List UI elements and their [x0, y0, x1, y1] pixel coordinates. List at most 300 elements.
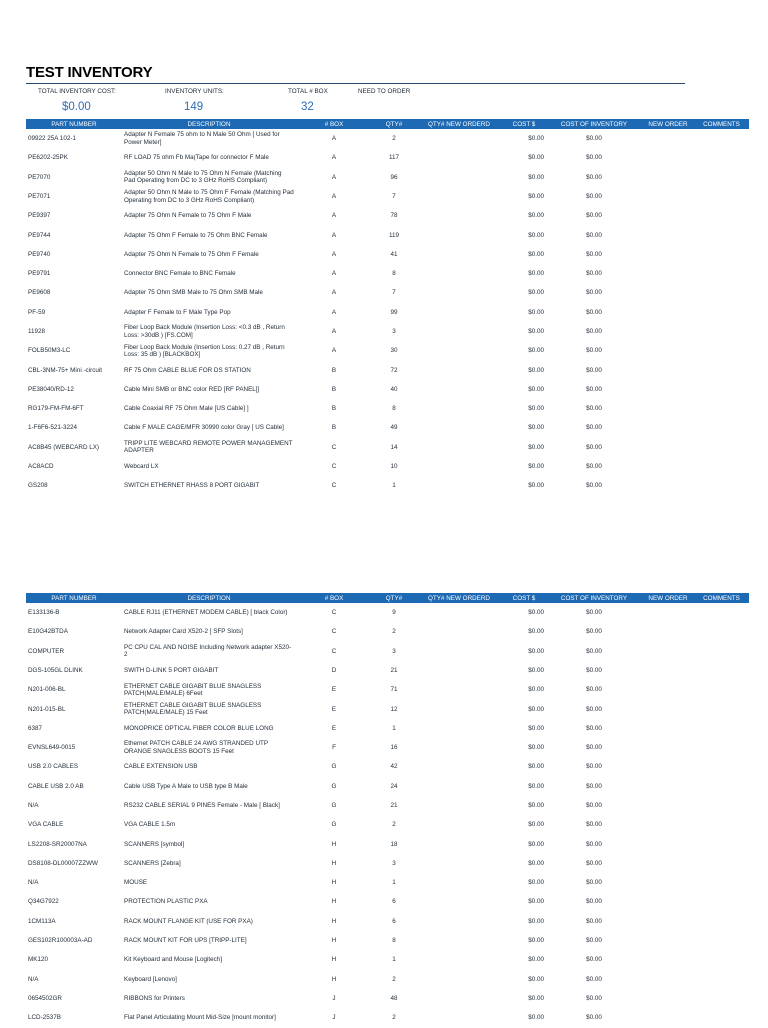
cell-qty: 2: [392, 1014, 396, 1022]
cell-comments: [694, 206, 749, 225]
cell-part-number: DS8108-DL00007ZZWW: [28, 859, 98, 867]
need-to-order-label: NEED TO ORDER: [358, 88, 411, 95]
cell-qty-new-ordered: [416, 835, 502, 854]
cell-cost-of-inventory: $0.00: [586, 443, 602, 451]
cell-qty: 72: [390, 366, 398, 374]
table-row: [26, 457, 749, 476]
table-row: [26, 661, 749, 680]
cell-qty: 8: [392, 270, 396, 278]
cell-part-number: USB 2.0 CABLES: [28, 763, 79, 771]
cell-qty-new-ordered: [416, 322, 502, 341]
cell-qty: 8: [392, 405, 396, 413]
cell-qty: 1: [392, 482, 396, 490]
cell-cost: $0.00: [528, 975, 544, 983]
cell-qty-new-ordered: [416, 699, 502, 718]
cell-cost: $0.00: [528, 879, 544, 887]
cell-comments: [694, 264, 749, 283]
cell-comments: [694, 719, 749, 738]
cell-cost-of-inventory: $0.00: [586, 135, 602, 143]
cell-qty: 3: [392, 647, 396, 655]
cell-cost-of-inventory: $0.00: [586, 463, 602, 471]
cell-cost: $0.00: [528, 994, 544, 1002]
cell-cost: $0.00: [528, 154, 544, 162]
cell-new-order: [642, 457, 694, 476]
cell-comments: [694, 989, 749, 1008]
cell-cost: $0.00: [528, 686, 544, 694]
cell-description: Adapter 75 Ohm F Female to 75 Ohm BNC Female: [124, 231, 268, 239]
cell-new-order: [642, 361, 694, 380]
cell-part-number: RG179-FM-FM-6FT: [28, 405, 84, 413]
cell-description: VGA CABLE 1.5m: [124, 821, 176, 829]
cell-comments: [694, 873, 749, 892]
cell-new-order: [642, 970, 694, 989]
cell-part-number: 1CM113A: [28, 917, 56, 925]
cell-cost-of-inventory: $0.00: [586, 994, 602, 1002]
cell-qty-new-ordered: [416, 438, 502, 457]
cell-qty-new-ordered: [416, 380, 502, 399]
cell-new-order: [642, 476, 694, 495]
cell-qty: 49: [390, 424, 398, 432]
cell-part-number: PE9608: [28, 289, 51, 297]
cell-cost-of-inventory: $0.00: [586, 385, 602, 393]
cell-cost-of-inventory: $0.00: [586, 821, 602, 829]
cell-box: A: [331, 212, 337, 220]
table-row: [26, 873, 749, 892]
cell-part-number: 1-F6F6-521-3224: [28, 424, 78, 432]
cell-qty-new-ordered: [416, 777, 502, 796]
cell-cost: $0.00: [528, 744, 544, 752]
cell-qty-new-ordered: [416, 738, 502, 757]
cell-description: MOUSE: [124, 879, 148, 887]
cell-new-order: [642, 380, 694, 399]
cell-cost-of-inventory: $0.00: [586, 328, 602, 335]
cell-qty-new-ordered: [416, 399, 502, 418]
col-header-qty-new-ordered: QTY# NEW ORDERD: [416, 593, 502, 603]
cell-cost: $0.00: [528, 705, 544, 713]
cell-cost: $0.00: [528, 463, 544, 471]
cell-new-order: [642, 835, 694, 854]
cell-cost-of-inventory: $0.00: [586, 482, 602, 490]
cell-new-order: [642, 1008, 694, 1027]
table-row: [26, 361, 749, 380]
cell-cost-of-inventory: $0.00: [586, 686, 602, 694]
col-header-description: DESCRIPTION: [122, 593, 296, 603]
cell-qty: 1: [392, 956, 396, 964]
col-header-qty: QTY#: [372, 119, 416, 129]
cell-cost: $0.00: [528, 173, 544, 181]
cell-cost: $0.00: [528, 270, 544, 278]
cell-qty-new-ordered: [416, 970, 502, 989]
cell-qty-new-ordered: [416, 129, 502, 148]
cell-comments: [694, 603, 749, 622]
cell-box: G: [331, 821, 337, 829]
cell-description: Adapter 75 Ohm SMB Male to 75 Ohm SMB Male: [124, 289, 263, 297]
cell-cost-of-inventory: $0.00: [586, 705, 602, 713]
cell-box: A: [331, 328, 337, 335]
cell-cost: $0.00: [528, 956, 544, 964]
cell-box: H: [331, 975, 337, 983]
cell-new-order: [642, 738, 694, 757]
cell-qty: 117: [388, 154, 400, 162]
cell-cost-of-inventory: $0.00: [586, 270, 602, 278]
cell-qty: 99: [390, 308, 398, 316]
cell-new-order: [642, 699, 694, 718]
cell-new-order: [642, 873, 694, 892]
cell-qty-new-ordered: [416, 931, 502, 950]
cell-qty: 18: [390, 840, 398, 848]
table-row: [26, 815, 749, 834]
cell-description: SCANNERS [Zebra]: [124, 859, 181, 867]
cell-box: G: [331, 802, 337, 809]
total-inventory-cost-value: $0.00: [62, 101, 91, 113]
cell-box: H: [331, 879, 337, 887]
cell-qty: 2: [392, 975, 396, 983]
cell-cost: $0.00: [528, 802, 544, 809]
col-header-box: # BOX: [296, 119, 372, 129]
table-row: [26, 892, 749, 911]
cell-box: A: [331, 289, 337, 297]
cell-qty: 48: [390, 994, 398, 1002]
cell-qty-new-ordered: [416, 361, 502, 380]
cell-qty-new-ordered: [416, 418, 502, 437]
cell-box: H: [331, 859, 337, 867]
cell-description: Fiber Loop Back Module (Insertion Loss: <0.3 dB , Return Loss: >30dB ) [FS.COM]: [124, 324, 285, 339]
cell-comments: [694, 796, 749, 815]
cell-part-number: LS2208-SR20007NA: [28, 840, 87, 848]
cell-part-number: N201-015-BL: [28, 705, 66, 713]
cell-comments: [694, 950, 749, 969]
cell-qty: 3: [392, 328, 396, 335]
cell-cost-of-inventory: $0.00: [586, 366, 602, 374]
cell-qty: 119: [388, 231, 400, 239]
cell-qty-new-ordered: [416, 1008, 502, 1027]
cell-box: H: [331, 937, 337, 945]
cell-description: Adapter 50 Ohm N Male to 75 Ohm N Female (Matching Pad Operating from DC to 3 GHz RoHS Compliant): [124, 170, 282, 185]
cell-cost-of-inventory: $0.00: [586, 405, 602, 413]
cell-description: Adapter N Female 75 ohm to N Male 50 Ohm [ Used for Power Meter]: [124, 131, 280, 146]
cell-box: A: [331, 135, 337, 143]
cell-comments: [694, 642, 749, 661]
table-row: [26, 854, 749, 873]
inventory-units-value: 149: [184, 101, 204, 113]
table-row: [26, 738, 749, 757]
cell-cost: $0.00: [528, 192, 544, 200]
total-box-value: 32: [301, 101, 314, 113]
cell-part-number: E10G42BTDA: [28, 628, 68, 636]
cell-box: B: [331, 385, 337, 393]
cell-part-number: N/A: [28, 975, 39, 983]
cell-comments: [694, 380, 749, 399]
cell-cost: $0.00: [528, 821, 544, 829]
table-row: [26, 399, 749, 418]
cell-box: F: [332, 744, 336, 752]
table-row: [26, 341, 749, 360]
cell-cost-of-inventory: $0.00: [586, 231, 602, 239]
cell-cost: $0.00: [528, 917, 544, 925]
cell-cost-of-inventory: $0.00: [586, 898, 602, 906]
cell-description: Kit Keyboard and Mouse [Logitech]: [124, 956, 223, 964]
cell-part-number: N/A: [28, 879, 39, 887]
cell-comments: [694, 168, 749, 187]
cell-cost: $0.00: [528, 347, 544, 355]
cell-qty-new-ordered: [416, 680, 502, 699]
cell-qty-new-ordered: [416, 603, 502, 622]
col-header-comments: COMMENTS: [694, 119, 749, 129]
cell-description: MONOPRICE OPTICAL FIBER COLOR BLUE LONG: [124, 724, 274, 732]
cell-new-order: [642, 854, 694, 873]
cell-cost: $0.00: [528, 231, 544, 239]
table-row: [26, 603, 749, 622]
cell-qty: 24: [390, 782, 398, 790]
cell-comments: [694, 341, 749, 360]
cell-cost: $0.00: [528, 763, 544, 771]
cell-description: Ethernet PATCH CABLE 24 AWG STRANDED UTP ORANGE SNAGLESS BOOTS 15 Feet: [124, 740, 268, 755]
cell-qty: 42: [390, 763, 398, 771]
cell-qty: 71: [390, 686, 398, 694]
cell-qty-new-ordered: [416, 187, 502, 206]
cell-comments: [694, 245, 749, 264]
cell-qty: 6: [392, 917, 396, 925]
cell-cost: $0.00: [528, 385, 544, 393]
cell-cost: $0.00: [528, 328, 544, 335]
cell-cost: $0.00: [528, 647, 544, 655]
cell-description: PC CPU CAL AND NOISE Including Network adapter X520-2: [124, 644, 292, 659]
cell-part-number: COMPUTER: [28, 647, 65, 655]
cell-cost-of-inventory: $0.00: [586, 424, 602, 432]
cell-box: H: [331, 917, 337, 925]
cell-qty: 30: [390, 347, 398, 355]
title-divider: [26, 83, 685, 84]
cell-box: B: [331, 405, 337, 413]
cell-cost-of-inventory: $0.00: [586, 763, 602, 771]
cell-qty-new-ordered: [416, 815, 502, 834]
cell-part-number: PE6202-25PK: [28, 154, 68, 162]
cell-cost: $0.00: [528, 628, 544, 636]
cell-new-order: [642, 303, 694, 322]
col-header-qty: QTY#: [372, 593, 416, 603]
cell-description: Cable F MALE CAGE/MFR 30990 color Gray [ US Cable]: [124, 424, 284, 432]
cell-new-order: [642, 245, 694, 264]
cell-part-number: PE7070: [28, 173, 51, 181]
cell-cost-of-inventory: $0.00: [586, 666, 602, 674]
table-row: [26, 835, 749, 854]
cell-cost: $0.00: [528, 666, 544, 674]
total-box-label: TOTAL # BOX: [288, 88, 328, 95]
cell-part-number: Q34G7922: [28, 898, 59, 906]
cell-new-order: [642, 622, 694, 641]
cell-cost: $0.00: [528, 937, 544, 945]
cell-cost: $0.00: [528, 898, 544, 906]
col-header-cost-of-inventory: COST OF INVENTORY: [546, 593, 642, 603]
cell-qty-new-ordered: [416, 457, 502, 476]
cell-new-order: [642, 322, 694, 341]
col-header-new-order: NEW ORDER: [642, 593, 694, 603]
col-header-comments: COMMENTS: [694, 593, 749, 603]
inventory-table-1: [26, 119, 749, 496]
cell-comments: [694, 680, 749, 699]
page-title: TEST INVENTORY: [26, 64, 153, 81]
cell-new-order: [642, 264, 694, 283]
cell-cost-of-inventory: $0.00: [586, 647, 602, 655]
cell-qty: 40: [390, 385, 398, 393]
cell-new-order: [642, 796, 694, 815]
cell-comments: [694, 322, 749, 341]
cell-qty: 1: [392, 879, 396, 887]
cell-comments: [694, 970, 749, 989]
cell-description: Adapter F Female to F Male Type Pop: [124, 308, 231, 316]
cell-part-number: EVNSL649-0015: [28, 744, 76, 752]
cell-qty-new-ordered: [416, 719, 502, 738]
cell-qty: 1: [392, 724, 396, 732]
table-row: [26, 950, 749, 969]
cell-new-order: [642, 168, 694, 187]
table-row: [26, 322, 749, 341]
cell-part-number: FOLB50M3-LC: [28, 347, 71, 355]
cell-part-number: PE38040/RD-12: [28, 385, 74, 393]
col-header-cost: COST $: [502, 119, 546, 129]
cell-cost-of-inventory: $0.00: [586, 802, 602, 809]
cell-new-order: [642, 399, 694, 418]
cell-description: Adapter 75 Ohm N Female to 75 Ohm F Female: [124, 250, 259, 258]
cell-qty-new-ordered: [416, 476, 502, 495]
cell-new-order: [642, 438, 694, 457]
cell-new-order: [642, 892, 694, 911]
cell-cost-of-inventory: $0.00: [586, 782, 602, 790]
cell-box: A: [331, 270, 337, 278]
table-row: [26, 438, 749, 457]
cell-part-number: PE9740: [28, 250, 51, 258]
cell-cost: $0.00: [528, 250, 544, 258]
cell-box: B: [331, 366, 337, 374]
cell-new-order: [642, 661, 694, 680]
cell-new-order: [642, 206, 694, 225]
cell-description: SCANNERS [symbol]: [124, 840, 185, 848]
cell-description: SWITCH ETHERNET RHASS 8 PORT GIGABIT: [124, 482, 260, 490]
cell-box: E: [331, 724, 337, 732]
cell-box: H: [331, 840, 337, 848]
cell-description: PROTECTION PLASTIC PXA: [124, 898, 208, 906]
cell-qty: 7: [392, 192, 396, 200]
cell-cost: $0.00: [528, 609, 544, 617]
cell-comments: [694, 815, 749, 834]
cell-description: Connector BNC Female to BNC Female: [124, 270, 236, 278]
cell-box: E: [331, 705, 337, 713]
cell-box: G: [331, 782, 337, 790]
cell-cost-of-inventory: $0.00: [586, 173, 602, 181]
table-row: [26, 418, 749, 437]
cell-qty: 10: [390, 463, 398, 471]
cell-comments: [694, 777, 749, 796]
cell-description: Cable USB Type A Male to USB type B Male: [124, 782, 248, 790]
cell-new-order: [642, 719, 694, 738]
cell-cost-of-inventory: $0.00: [586, 308, 602, 316]
cell-part-number: PE9791: [28, 270, 51, 278]
cell-description: Flat Panel Articulating Mount Mid-Size [mount monitor]: [124, 1014, 276, 1022]
cell-description: Adapter 75 Ohm N Female to 75 Ohm F Male: [124, 212, 252, 220]
cell-qty: 8: [392, 937, 396, 945]
cell-description: Webcard LX: [124, 463, 159, 471]
cell-new-order: [642, 680, 694, 699]
cell-description: Fiber Loop Back Module (Insertion Loss: 0.27 dB , Return Loss: 35 dB ) [BLACKBOX]: [124, 343, 285, 358]
cell-description: ETHERNET CABLE GIGABIT BLUE SNAGLESS PATCH(MALE/MALE) 6Feet: [124, 682, 262, 697]
cell-cost-of-inventory: $0.00: [586, 192, 602, 200]
col-header-cost-of-inventory: COST OF INVENTORY: [546, 119, 642, 129]
cell-box: J: [332, 1014, 336, 1022]
cell-description: RACK MOUNT FLANGE KIT (USE FOR PXA): [124, 917, 253, 925]
cell-comments: [694, 738, 749, 757]
table-row: [26, 680, 749, 699]
cell-box: H: [331, 956, 337, 964]
cell-cost: $0.00: [528, 782, 544, 790]
cell-description: ETHERNET CABLE GIGABIT BLUE SNAGLESS PATCH(MALE/MALE) 15 Feet: [124, 701, 262, 717]
cell-comments: [694, 1008, 749, 1027]
cell-cost-of-inventory: $0.00: [586, 609, 602, 617]
table-row: [26, 206, 749, 225]
cell-qty: 12: [390, 705, 398, 713]
cell-cost: $0.00: [528, 482, 544, 490]
col-header-cost: COST $: [502, 593, 546, 603]
cell-description: RF LOAD 75 ohm Fb Ma(Tape for connector F Male: [124, 154, 269, 162]
table-row: [26, 380, 749, 399]
cell-comments: [694, 457, 749, 476]
inventory-units-label: INVENTORY UNITS:: [165, 88, 224, 95]
table-row: [26, 168, 749, 187]
cell-cost-of-inventory: $0.00: [586, 347, 602, 355]
table-row: [26, 264, 749, 283]
cell-part-number: PE7071: [28, 192, 51, 200]
cell-comments: [694, 476, 749, 495]
cell-box: A: [331, 347, 337, 355]
cell-description: Keyboard [Lenovo]: [124, 975, 177, 983]
cell-box: J: [332, 994, 336, 1002]
cell-cost-of-inventory: $0.00: [586, 250, 602, 258]
col-header-box: # BOX: [296, 593, 372, 603]
cell-part-number: CABLE USB 2.0 AB: [28, 782, 84, 790]
cell-box: C: [331, 609, 337, 617]
cell-description: TRIPP LITE WEBCARD REMOTE POWER MANAGEMENT ADAPTER: [124, 440, 293, 455]
cell-description: CABLE EXTENSION USB: [124, 763, 198, 771]
inventory-table-2: [26, 593, 749, 1028]
cell-description: CABLE RJ11 (ETHERNET MODEM CABLE) [ black Color): [124, 609, 288, 617]
cell-part-number: 11928: [28, 328, 46, 335]
cell-new-order: [642, 642, 694, 661]
cell-comments: [694, 438, 749, 457]
cell-qty-new-ordered: [416, 950, 502, 969]
cell-part-number: GS208: [28, 482, 48, 490]
cell-new-order: [642, 603, 694, 622]
cell-comments: [694, 892, 749, 911]
cell-cost: $0.00: [528, 1014, 544, 1022]
cell-cost-of-inventory: $0.00: [586, 975, 602, 983]
cell-comments: [694, 283, 749, 302]
cell-part-number: MK120: [28, 956, 48, 964]
cell-description: Cable Coaxial RF 75 Ohm Male [US Cable] ]: [124, 405, 249, 413]
cell-qty: 9: [392, 609, 396, 617]
cell-new-order: [642, 418, 694, 437]
cell-new-order: [642, 341, 694, 360]
cell-new-order: [642, 225, 694, 244]
cell-part-number: CBL-3NM-75+ Mini -circuit: [28, 366, 103, 374]
cell-qty-new-ordered: [416, 148, 502, 167]
cell-qty: 21: [390, 666, 398, 674]
cell-box: G: [331, 763, 337, 771]
cell-new-order: [642, 187, 694, 206]
table-row: [26, 699, 749, 718]
cell-box: A: [331, 192, 337, 200]
table-row: [26, 225, 749, 244]
col-header-new-order: NEW ORDER: [642, 119, 694, 129]
cell-part-number: PE9744: [28, 231, 51, 239]
